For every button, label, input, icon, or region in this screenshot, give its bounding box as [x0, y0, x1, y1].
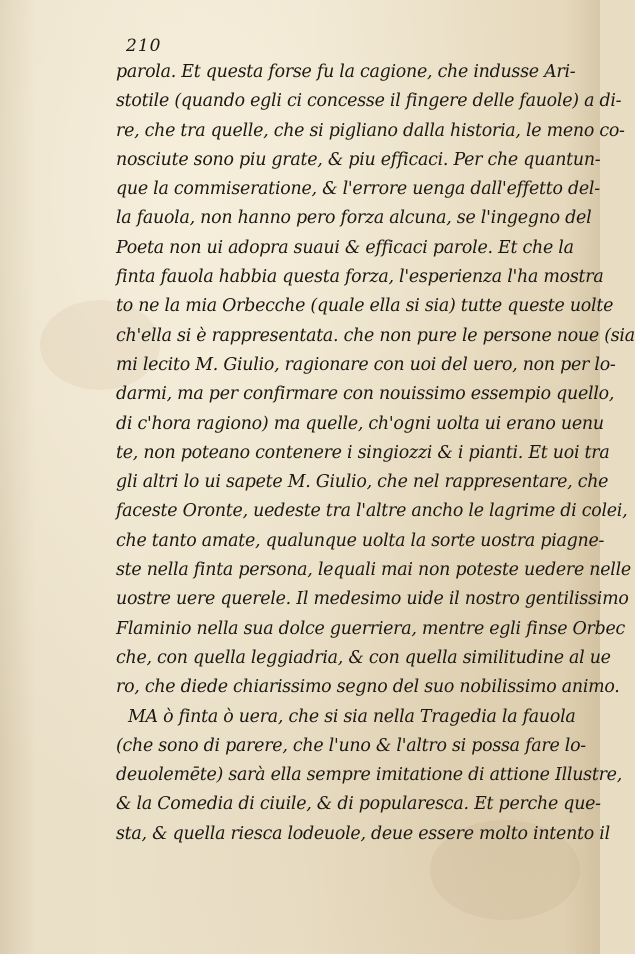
text-line: te, non poteano contenere i singiozzi & i pianti. Et uoi tra — [116, 442, 610, 463]
text-line: parola. Et questa forse fu la cagione, che indusse Ari- — [116, 62, 576, 82]
text-line: Flaminio nella sua dolce guerriera, mentre egli finse Orbec — [116, 618, 626, 639]
text-line: ste nella finta persona, lequali mai non poteste uedere nelle — [116, 560, 631, 581]
text-line: ch'ella si è rappresentata. che non pure le persone noue (sia — [116, 325, 635, 346]
text-line: sta, & quella riesca lodeuole, deue essere molto intento il — [116, 823, 610, 844]
text-line: Poeta non ui adopra suaui & efficaci parole. Et che la — [116, 237, 574, 258]
text-line: finta fauola habbia questa forza, l'esperienza l'ha mostra — [116, 267, 604, 288]
text-line: nosciute sono piu grate, & piu efficaci. Per che quantun- — [116, 149, 601, 170]
text-line: (che sono di parere, che l'uno & l'altro si possa fare lo- — [116, 735, 586, 756]
text-line: que la commiseratione, & l'errore uenga dall'effetto del- — [116, 179, 600, 200]
text-line: faceste Oronte, uedeste tra l'altre ancho le lagrime di colei, — [116, 501, 628, 522]
body-text — [116, 58, 635, 849]
text-line: deuolemēte) sarà ella sempre imitatione di attione Illustre, — [116, 765, 622, 786]
text-line: to ne la mia Orbecche (quale ella si sia) tutte queste uolte — [116, 296, 614, 317]
text-line: di c'hora ragiono) ma quelle, ch'ogni uolta ui erano uenu — [116, 413, 604, 434]
text-line: che tanto amate, qualunque uolta la sorte uostra piagne- — [116, 530, 605, 551]
text-line: darmi, ma per confirmare con nouissimo essempio quello, — [116, 384, 615, 405]
text-line: mi lecito M. Giulio, ragionare con uoi del uero, non per lo- — [116, 354, 616, 375]
page-number: 210 — [126, 36, 162, 56]
text-line: gli altri lo ui sapete M. Giulio, che nel rappresentare, che — [116, 472, 609, 493]
text-line: & la Comedia di ciuile, & di popularesca. Et perche que- — [116, 794, 601, 815]
text-line: uostre uere querele. Il medesimo uide il nostro gentilissimo — [116, 589, 629, 610]
text-line: stotile (quando egli ci concesse il fingere delle fauole) a di- — [116, 91, 622, 112]
text-line: che, con quella leggiadria, & con quella similitudine al ue — [116, 647, 611, 668]
text-line: la fauola, non hanno pero forza alcuna, se l'ingegno del — [116, 208, 592, 229]
paragraph-start-line: MA ò finta ò uera, che si sia nella Tragedia la fauola — [128, 706, 576, 727]
text-line: ro, che diede chiarissimo segno del suo nobilissimo animo. — [116, 677, 620, 698]
text-line: re, che tra quelle, che si pigliano dalla historia, le meno co- — [116, 120, 625, 141]
